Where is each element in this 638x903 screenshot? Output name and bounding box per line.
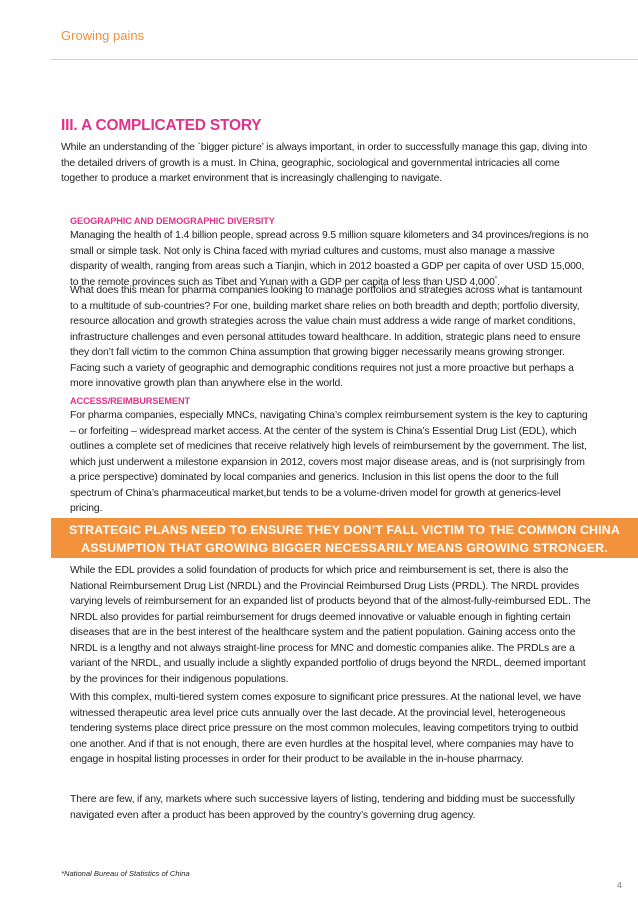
geo-paragraph-1 bbox=[70, 228, 592, 290]
access-paragraph-1: For pharma companies, especially MNCs, navigating China’s complex reimbursement system is the key to capturing – or forfeiting – widespread market access. At the center of the system is China’s Essential Drug List (EDL), which outlines a complete set of medicines that receive relatively high levels of reimbursement by the government. The list, which just underwent a milestone expansion in 2012, covers most major disease areas, and is (not surprisingly from a price perspective) dominated by local companies and generics. Inclusion in this list opens the door to the full spectrum of China’s pharmaceutical market,but tends to be a volume-driven model for growth at generics-level pricing. bbox=[70, 410, 588, 514]
lists-paragraph-1: While the EDL provides a solid foundation of products for which price and reimbursement is set, there is also the National Reimbursement Drug List (NRDL) and the Provincial Reimbursed Drug Lists (PRDL). The NRDL provides varying levels of reimbursement for an expanded list of products beyond that of the almost-fully-reimbursed EDL. The NRDL also provides for partial reimbursement for drugs deemed innovative or valuable enough in fighting certain diseases that are in the best interest of the healthcare system and the patient population. Gaining access onto the NRDL is a lengthy and not always straight-line process for MNC and domestic companies alike. The PRDLs are a variant of the NRDL, and usually include a slightly expanded portfolio of drugs beyond the NRDL, deemed important by the provinces for their indigenous populations. bbox=[70, 565, 591, 685]
closing-paragraph: There are few, if any, markets where such successive layers of listing, tendering and bidding must be successfully navigated even after a product has been approved by the country’s governing drug agency. bbox=[70, 794, 575, 821]
geo-section bbox=[70, 214, 592, 290]
section-title: III. A COMPLICATED STORY bbox=[61, 117, 262, 134]
header-divider bbox=[51, 59, 638, 60]
pull-quote-line-2: ASSUMPTION THAT GROWING BIGGER NECESSARILY MEANS GROWING STRONGER. bbox=[81, 541, 608, 555]
geo-paragraph-2: What does this mean for pharma companies looking to manage portfolios and strategies across what is tantamount to a multitude of sub-countries? For one, building market share relies on both breadth and depth; portfolio diversity, resource allocation and growth strategies across the value chain must address a wide range of market conditions, infrastructure challenges and even personal attitudes toward healthcare. In addition, strategic plans need to ensure they don’t fall victim to the common China assumption that growing bigger necessarily means growing stronger. Facing such a variety of geographic and demographic conditions requires not just a more proactive but perhaps a more innovative growth plan than anywhere else in the world. bbox=[70, 285, 582, 389]
intro-paragraph: While an understanding of the `bigger picture’ is always important, in order to successfully manage this gap, diving into the detailed drivers of growth is a must. In China, geographic, sociological and governmental intricacies all come together to produce a market environment that is increasingly challenging to navigate. bbox=[61, 142, 588, 185]
pull-quote-line-1: STRATEGIC PLANS NEED TO ENSURE THEY DON’T FALL VICTIM TO THE COMMON CHINA bbox=[69, 523, 620, 537]
geo-section-continued bbox=[70, 283, 592, 392]
pricing-paragraph: With this complex, multi-tiered system comes exposure to significant price pressures. At the national level, we have witnessed therapeutic area level price cuts annually over the last decade. At the provincial level, heterogeneous tendering systems place direct price pressure on the most common molecules, leaving competitors trying to outbid one another. And if that is not enough, there are even hurdles at the hospital level, where companies may have to engage in hospital listing processes in order for their product to be available in the in-house pharmacy. bbox=[70, 692, 582, 765]
geo-paragraph-1-end: . bbox=[496, 276, 500, 288]
pricing-section bbox=[70, 690, 592, 768]
geo-heading: GEOGRAPHIC AND DEMOGRAPHIC DIVERSITY bbox=[70, 216, 275, 226]
access-heading: ACCESS/REIMBURSEMENT bbox=[70, 396, 190, 406]
access-section bbox=[70, 394, 592, 517]
running-header: Growing pains bbox=[61, 28, 145, 43]
footnote: *National Bureau of Statistics of China bbox=[61, 869, 190, 878]
lists-section bbox=[70, 563, 592, 687]
footnote-marker: * bbox=[494, 276, 497, 283]
closing-section bbox=[70, 792, 592, 823]
pull-quote-banner bbox=[51, 518, 638, 558]
page-number: 4 bbox=[617, 880, 622, 890]
geo-paragraph-1-text: Managing the health of 1.4 billion people, spread across 9.5 million square kilometers and 34 provinces/regions is no small or simple task. Not only is China faced with myriad cultures and customs, must also manage a massive disparity of wealth, ranging from areas such a Tianjin, which in 2012 boasted a GDP per capita of over USD 15,000, to the remote provinces such as Tibet and Yunan with a GDP per capita of less than USD 4,000 bbox=[70, 230, 589, 288]
